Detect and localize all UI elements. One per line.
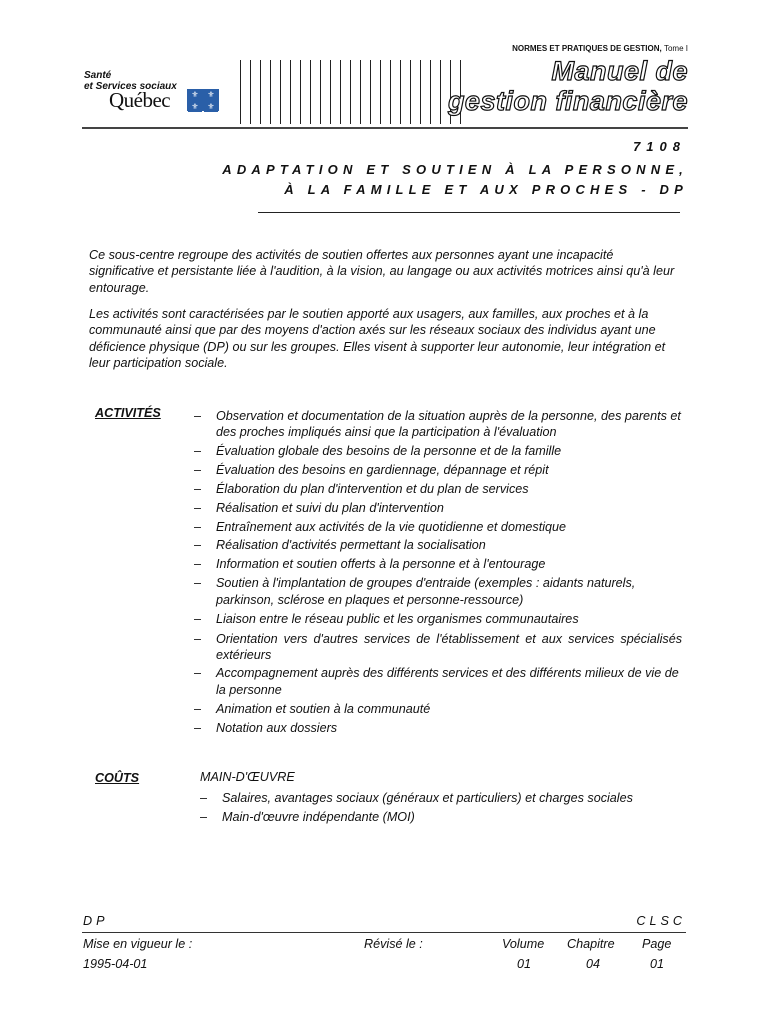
costs-category: MAIN-D'ŒUVRE [200, 770, 295, 784]
volume-label: Volume [502, 937, 545, 951]
fleur-de-lis-icon: ⚜ [188, 102, 202, 112]
section-heading-line2: À LA FAMILLE ET AUX PROCHES - DP [284, 182, 688, 197]
header-divider [82, 127, 688, 129]
list-item: – Main-d'œuvre indépendante (MOI) [200, 808, 633, 827]
footer-divider [82, 932, 686, 933]
series-title [512, 44, 688, 53]
heading-underline [258, 212, 680, 213]
footer-clsc-code: CLSC [636, 914, 686, 928]
tome-label: Tome I [663, 44, 688, 53]
list-item: – Observation et documentation de la situation auprès de la personne, des parents et des proches impliqués ainsi que la participation à l'évaluation [194, 408, 682, 441]
list-item: – Notation aux dossiers [194, 719, 682, 738]
list-item: – Orientation vers d'autres services de l'établissement et aux services spécialisés extérieurs [194, 631, 682, 664]
decorative-vertical-bars [240, 60, 462, 124]
list-item: – Soutien à l'implantation de groupes d'entraide (exemples : aidants naturels, parkinson, sclérose en plaques et personne-ressource) [194, 575, 682, 608]
page-value: 01 [650, 957, 665, 971]
description-paragraph: Les activités sont caractérisées par le soutien apporté aux usagers, aux familles, aux proches et à la communauté ainsi que par des moyens d'action axés sur les réseaux sociaux des individus ayant une déficience physique (DP) ou sur les groupes. Elles visent à supporter leur autonomie, leur intégration et leur participation sociale. [89, 307, 666, 371]
chapter-value: 04 [586, 957, 601, 971]
activities-list [194, 406, 682, 738]
volume-value: 01 [517, 957, 532, 971]
manual-title-line2: gestion financière [447, 86, 688, 116]
logo-line-services: et Services sociaux [84, 81, 177, 92]
list-item: – Réalisation et suivi du plan d'intervention [194, 499, 682, 518]
costs-list [200, 789, 633, 826]
fleur-de-lis-icon: ⚜ [188, 90, 202, 100]
list-item: – Accompagnement auprès des différents services et des différents milieux de vie de la personne [194, 665, 682, 698]
effective-date-label: Mise en vigueur le : [83, 937, 193, 951]
manual-title-line1: Manuel de [551, 56, 688, 86]
revised-date-label: Révisé le : [364, 937, 423, 951]
page-label: Page [642, 937, 672, 951]
fleur-de-lis-icon: ⚜ [204, 102, 218, 112]
list-item: – Réalisation d'activités permettant la socialisation [194, 536, 682, 555]
logo-line-sante: Santé [84, 70, 112, 81]
list-item: – Information et soutien offerts à la personne et à l'entourage [194, 555, 682, 574]
effective-date-value: 1995-04-01 [83, 957, 148, 971]
list-item: – Entraînement aux activités de la vie quotidienne et domestique [194, 518, 682, 537]
list-item: – Liaison entre le réseau public et les organismes communautaires [194, 610, 682, 629]
fleur-de-lis-icon: ⚜ [204, 90, 218, 100]
series-name: NORMES ET PRATIQUES DE GESTION, [512, 44, 662, 53]
section-code: 7108 [633, 139, 686, 154]
list-item: – Animation et soutien à la communauté [194, 700, 682, 719]
intro-paragraph: Ce sous-centre regroupe des activités de soutien offertes aux personnes ayant une incapacité significative et persistante liée à l'audition, à la vision, au langage ou aux activités motrices ainsi qu'à leur entourage. [89, 248, 675, 295]
list-item: – Salaires, avantages sociaux (généraux et particuliers) et charges sociales [200, 789, 633, 808]
footer-dp-code: DP [83, 914, 109, 928]
logo-quebec-wordmark: Québec [109, 88, 171, 112]
costs-label: COÛTS [95, 771, 140, 785]
list-item: – Évaluation globale des besoins de la personne et de la famille [194, 442, 682, 461]
chapter-label: Chapitre [567, 937, 615, 951]
list-item: – Élaboration du plan d'intervention et du plan de services [194, 480, 682, 499]
activities-label: ACTIVITÉS [95, 406, 161, 420]
quebec-flag-icon [187, 89, 219, 111]
section-heading-line1: ADAPTATION ET SOUTIEN À LA PERSONNE, [222, 162, 688, 177]
list-item: – Évaluation des besoins en gardiennage, dépannage et répit [194, 461, 682, 480]
